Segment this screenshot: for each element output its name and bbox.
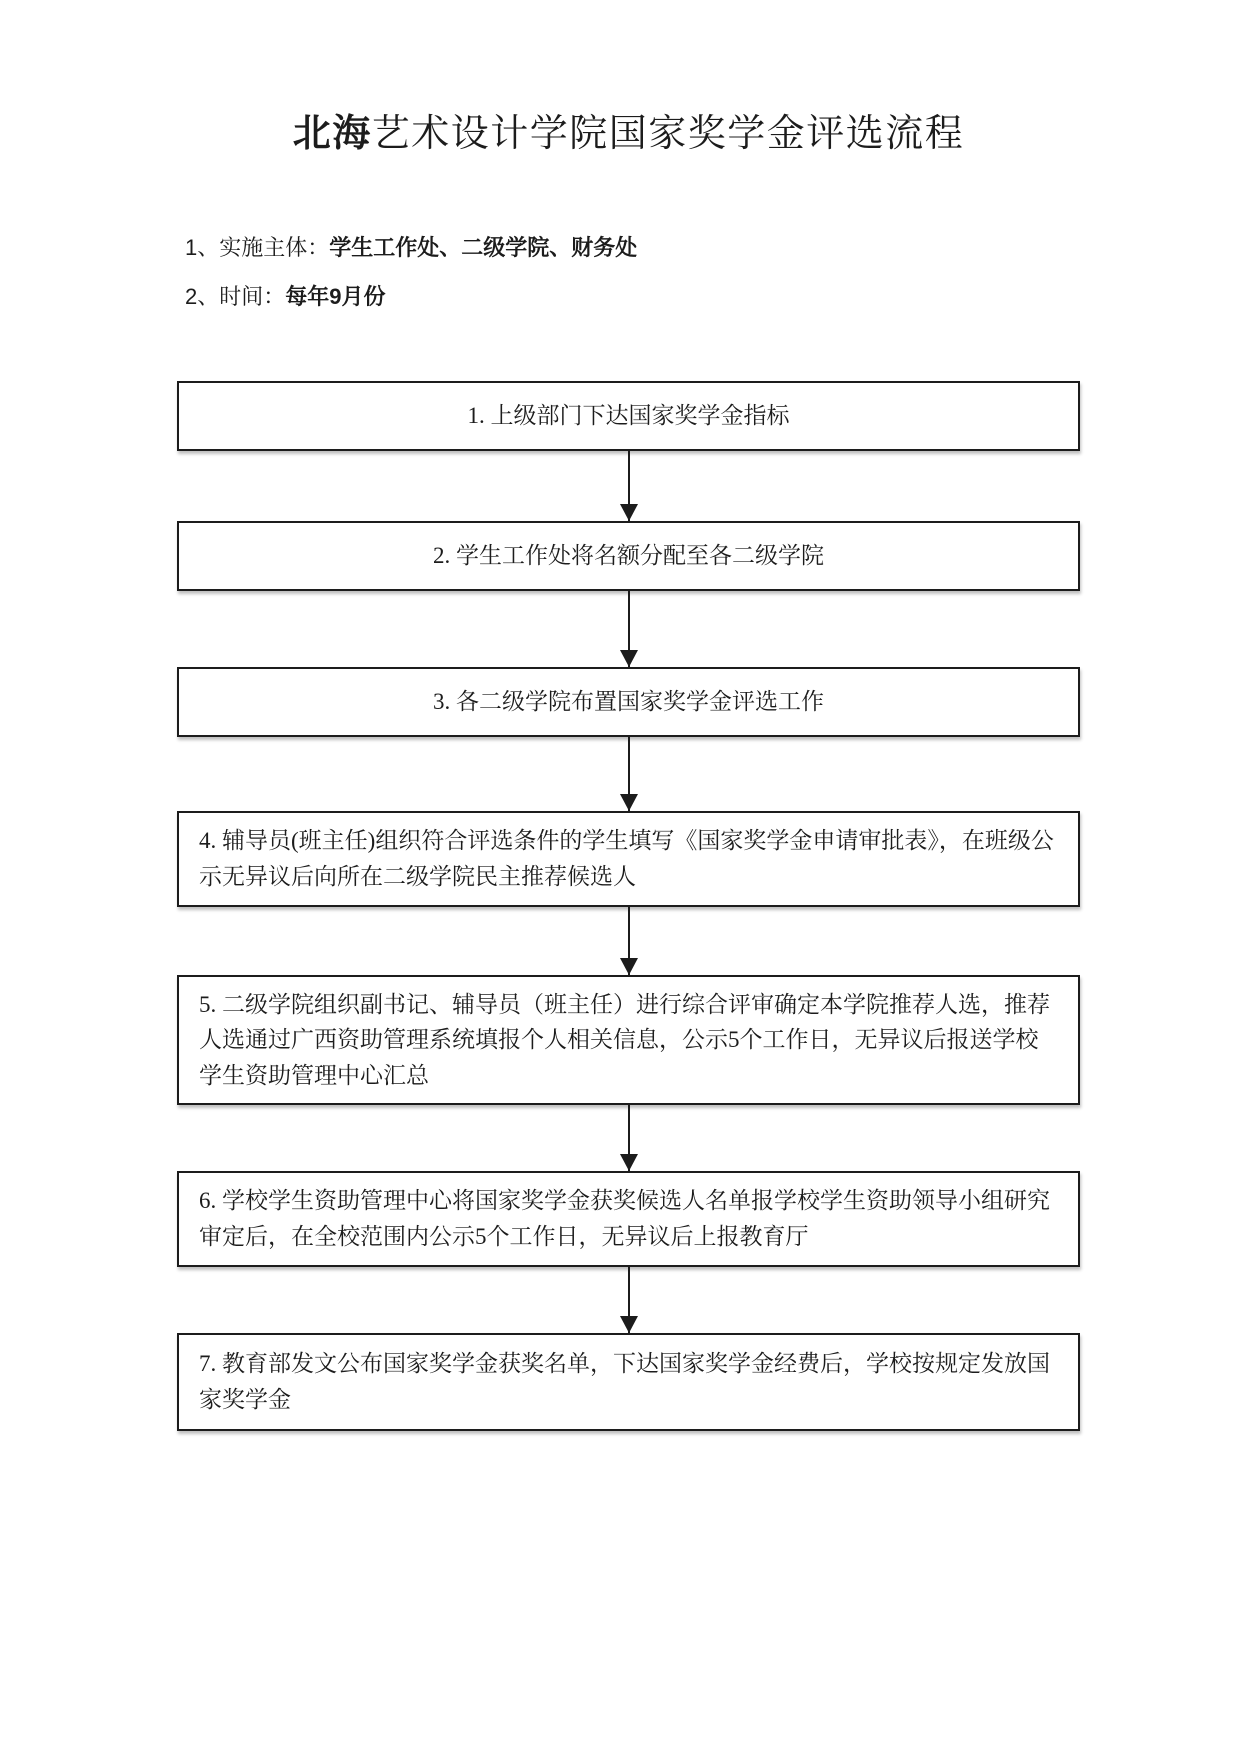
flow-step-5-text: 5. 二级学院组织副书记、辅导员（班主任）进行综合评审确定本学院推荐人选，推荐人选通过广西资助管理系统填报个人相关信息，公示5个工作日，无异议后报送学校学生资助管理中心汇总 xyxy=(199,991,1050,1088)
note-time xyxy=(185,282,1080,312)
flow-step-7-text: 7. 教育部发文公布国家奖学金获奖名单，下达国家奖学金经费后，学校按规定发放国家奖学金 xyxy=(199,1351,1050,1412)
flowchart xyxy=(177,381,1080,1431)
title-rest: 艺术设计学院国家奖学金评选流程 xyxy=(371,113,965,155)
flow-step-1 xyxy=(177,381,1080,451)
note-value: 每年9月份 xyxy=(285,284,386,309)
flow-step-4 xyxy=(177,811,1080,907)
title-school-name: 北海 xyxy=(292,113,372,155)
arrow-down-icon xyxy=(628,1267,630,1333)
arrow-down-icon xyxy=(628,907,630,975)
flow-step-4-text: 4. 辅导员(班主任)组织符合评选条件的学生填写《国家奖学金申请审批表》，在班级公示无异议后向所在二级学院民主推荐候选人 xyxy=(199,828,1054,889)
arrow-down-icon xyxy=(628,591,630,667)
note-implementing-body xyxy=(185,233,1080,263)
flow-step-1-text: 1. 上级部门下达国家奖学金指标 xyxy=(467,403,790,429)
flow-step-6-text: 6. 学校学生资助管理中心将国家奖学金获奖候选人名单报学校学生资助领导小组研究审定后，在全校范围内公示5个工作日，无异议后上报教育厅 xyxy=(199,1188,1050,1249)
flow-step-3-text: 3. 各二级学院布置国家奖学金评选工作 xyxy=(433,689,824,715)
note-label: 2、时间： xyxy=(185,284,286,309)
flow-step-2 xyxy=(177,521,1080,591)
arrow-down-icon xyxy=(628,451,630,521)
page-content xyxy=(177,0,1080,1431)
notes-list xyxy=(177,233,1080,312)
flow-step-6 xyxy=(177,1171,1080,1267)
note-value: 学生工作处、二级学院、财务处 xyxy=(329,235,638,260)
flow-step-3 xyxy=(177,667,1080,737)
arrow-down-icon xyxy=(628,1105,630,1171)
page-title xyxy=(177,112,1080,156)
arrow-down-icon xyxy=(628,737,630,811)
flow-step-5 xyxy=(177,975,1080,1105)
note-label: 1、实施主体： xyxy=(185,235,330,260)
flow-step-2-text: 2. 学生工作处将名额分配至各二级学院 xyxy=(433,543,824,569)
flow-step-7 xyxy=(177,1333,1080,1431)
